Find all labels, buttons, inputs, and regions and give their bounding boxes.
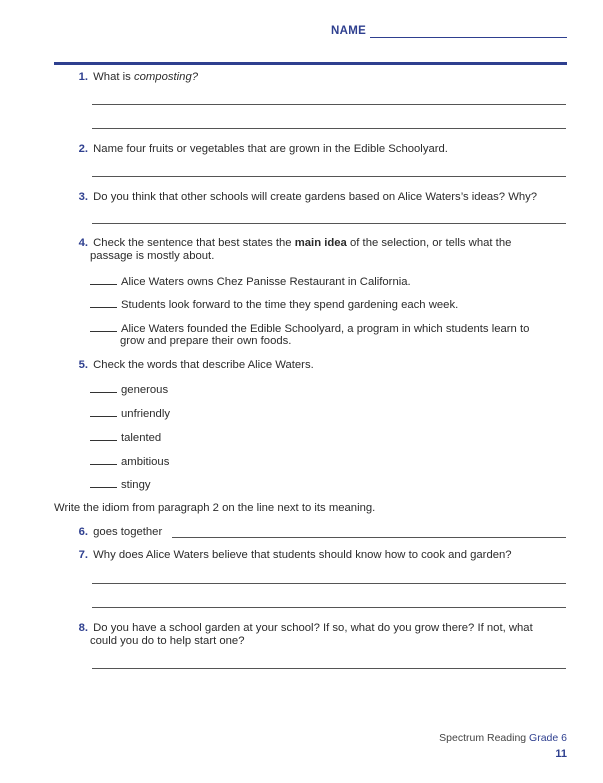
grade-label: Grade 6 — [529, 732, 567, 744]
question-text-line2: could you do to help start one? — [90, 635, 245, 647]
option-row[interactable] — [90, 431, 161, 445]
option-text: Students look forward to the time they spend gardening each week. — [121, 299, 459, 311]
check-blank[interactable] — [90, 478, 117, 488]
question-number: 4. — [78, 237, 88, 249]
option-row[interactable] — [90, 298, 458, 312]
header-rule — [54, 62, 567, 65]
question-2 — [74, 143, 448, 156]
question-text: Check the words that describe Alice Waters. — [93, 359, 314, 371]
idiom-instruction: Write the idiom from paragraph 2 on the line next to its meaning. — [54, 502, 376, 514]
question-number: 1. — [78, 71, 88, 83]
answer-line[interactable] — [92, 583, 566, 584]
question-number: 2. — [78, 143, 88, 155]
answer-line[interactable] — [92, 607, 566, 608]
question-8 — [74, 622, 533, 635]
question-5 — [74, 359, 314, 372]
option-text: stingy — [121, 479, 151, 491]
question-text: of the selection, or tells what the — [346, 237, 512, 249]
check-blank[interactable] — [90, 322, 117, 332]
option-text: Alice Waters founded the Edible Schoolyard, a program in which students learn to — [121, 323, 530, 335]
check-blank[interactable] — [90, 298, 117, 308]
option-text: Alice Waters owns Chez Panisse Restaurant in California. — [121, 276, 411, 288]
question-text: Do you have a school garden at your school? If so, what do you grow there? If not, what — [93, 622, 533, 634]
check-blank[interactable] — [90, 383, 117, 393]
answer-line[interactable] — [92, 176, 566, 177]
answer-line[interactable] — [92, 128, 566, 129]
option-row[interactable] — [90, 478, 151, 492]
question-4 — [74, 237, 511, 250]
question-text: goes together — [93, 526, 163, 538]
question-text: Do you think that other schools will create gardens based on Alice Waters’s ideas? Why? — [93, 191, 538, 203]
footer-credit — [439, 732, 567, 744]
check-blank[interactable] — [90, 431, 117, 441]
question-text: What is — [93, 71, 134, 83]
option-row[interactable] — [90, 407, 170, 421]
check-blank[interactable] — [90, 455, 117, 465]
option-row[interactable] — [90, 322, 529, 336]
option-row[interactable] — [90, 455, 169, 469]
question-text-line2: passage is mostly about. — [90, 250, 215, 262]
option-row[interactable] — [90, 275, 411, 289]
option-text: generous — [121, 384, 169, 396]
name-label: NAME — [331, 25, 367, 37]
question-1 — [74, 71, 198, 84]
question-7 — [74, 549, 512, 562]
question-text-emphasis: composting? — [133, 71, 199, 83]
name-field[interactable] — [370, 37, 567, 38]
question-number: 7. — [78, 549, 88, 561]
answer-line[interactable] — [92, 668, 566, 669]
question-number: 5. — [78, 359, 88, 371]
question-text-bold: main idea — [294, 237, 347, 249]
question-number: 8. — [78, 622, 88, 634]
answer-line[interactable] — [92, 223, 566, 224]
option-text: talented — [121, 432, 162, 444]
answer-line[interactable] — [92, 104, 566, 105]
option-row[interactable] — [90, 383, 168, 397]
check-blank[interactable] — [90, 275, 117, 285]
series-name: Spectrum Reading — [439, 732, 527, 744]
question-text: Check the sentence that best states the — [93, 237, 295, 249]
question-3 — [74, 191, 537, 204]
check-blank[interactable] — [90, 407, 117, 417]
question-text: Name four fruits or vegetables that are grown in the Edible Schoolyard. — [93, 143, 448, 155]
question-number: 3. — [78, 191, 88, 203]
option-text: ambitious — [121, 456, 170, 468]
page-number: 11 — [555, 748, 567, 760]
question-text: Why does Alice Waters believe that students should know how to cook and garden? — [93, 549, 512, 561]
question-number: 6. — [78, 526, 88, 538]
answer-line[interactable] — [172, 537, 566, 538]
option-text-line2: grow and prepare their own foods. — [120, 335, 292, 347]
option-text: unfriendly — [121, 408, 170, 420]
question-6 — [74, 526, 162, 539]
